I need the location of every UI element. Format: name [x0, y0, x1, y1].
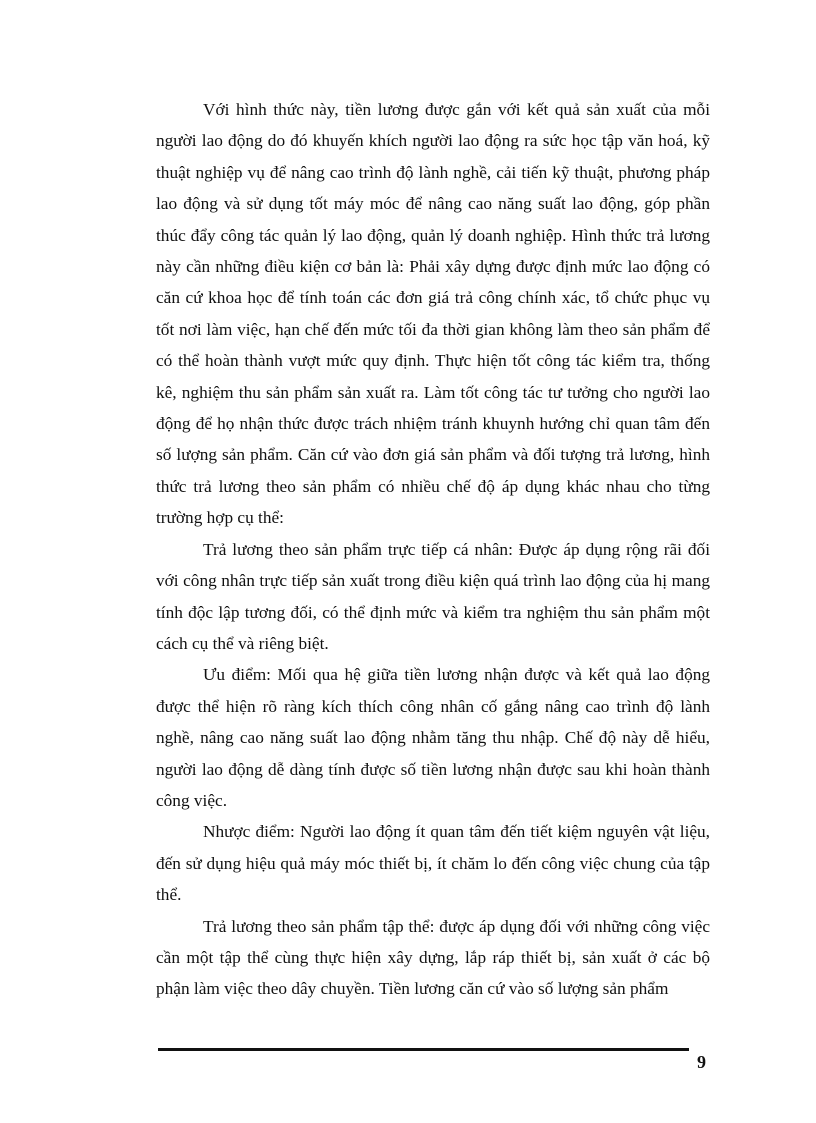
footer-rule — [158, 1048, 689, 1051]
paragraph-1: Với hình thức này, tiền lương được gắn với kết quả sản xuất của mỗi người lao động do đó khuyến khích người lao động ra sức học tập văn hoá, kỹ thuật nghiệp vụ để nâng cao trình độ lành nghề, cải tiến kỹ thuật, phương pháp lao động và sử dụng tốt máy móc để nâng cao năng suất lao động, góp phần thúc đẩy công tác quản lý lao động, quản lý doanh nghiệp. Hình thức trả lương này cần những điều kiện cơ bản là: Phải xây dựng được định mức lao động có căn cứ khoa học để tính toán các đơn giá trả công chính xác, tổ chức phục vụ tốt nơi làm việc, hạn chế đến mức tối đa thời gian không làm theo sản phẩm để có thể hoàn thành vượt mức quy định. Thực hiện tốt công tác kiểm tra, thống kê, nghiệm thu sản phẩm sản xuất ra. Làm tốt công tác tư tưởng cho người lao động để họ nhận thức được trách nhiệm tránh khuynh hướng chỉ quan tâm đến số lượng sản phẩm. Căn cứ vào đơn giá sản phẩm và đối tượng trả lương, hình thức trả lương theo sản phẩm có nhiều chế độ áp dụng khác nhau cho từng trường hợp cụ thể: — [156, 100, 710, 528]
paragraph-3: Ưu điểm: Mối qua hệ giữa tiền lương nhận được và kết quả lao động được thể hiện rõ ràng kích thích công nhân cố gắng nâng cao trình độ lành nghề, nâng cao năng suất lao động nhằm tăng thu nhập. Chế độ này dễ hiểu, người lao động dễ dàng tính được số tiền lương nhận được sau khi hoàn thành công việc. — [156, 665, 710, 810]
body-text — [156, 94, 710, 1005]
paragraph-5: Trả lương theo sản phẩm tập thể: được áp dụng đối với những công việc cần một tập thể cùng thực hiện xây dựng, lắp ráp thiết bị, sản xuất ở các bộ phận làm việc theo dây chuyền. Tiền lương căn cứ vào số lượng sản phẩm — [156, 916, 710, 999]
page-number: 9 — [697, 1052, 706, 1072]
paragraph-2: Trả lương theo sản phẩm trực tiếp cá nhân: Được áp dụng rộng rãi đối với công nhân trực tiếp sản xuất trong điều kiện quá trình lao động của hị mang tính độc lập tương đối, có thể định mức và kiểm tra nghiệm thu sản phẩm một cách cụ thể và riêng biệt. — [156, 539, 710, 653]
paragraph-4: Nhược điểm: Người lao động ít quan tâm đến tiết kiệm nguyên vật liệu, đến sử dụng hiệu quả máy móc thiết bị, ít chăm lo đến công việc chung của tập thể. — [156, 822, 710, 905]
